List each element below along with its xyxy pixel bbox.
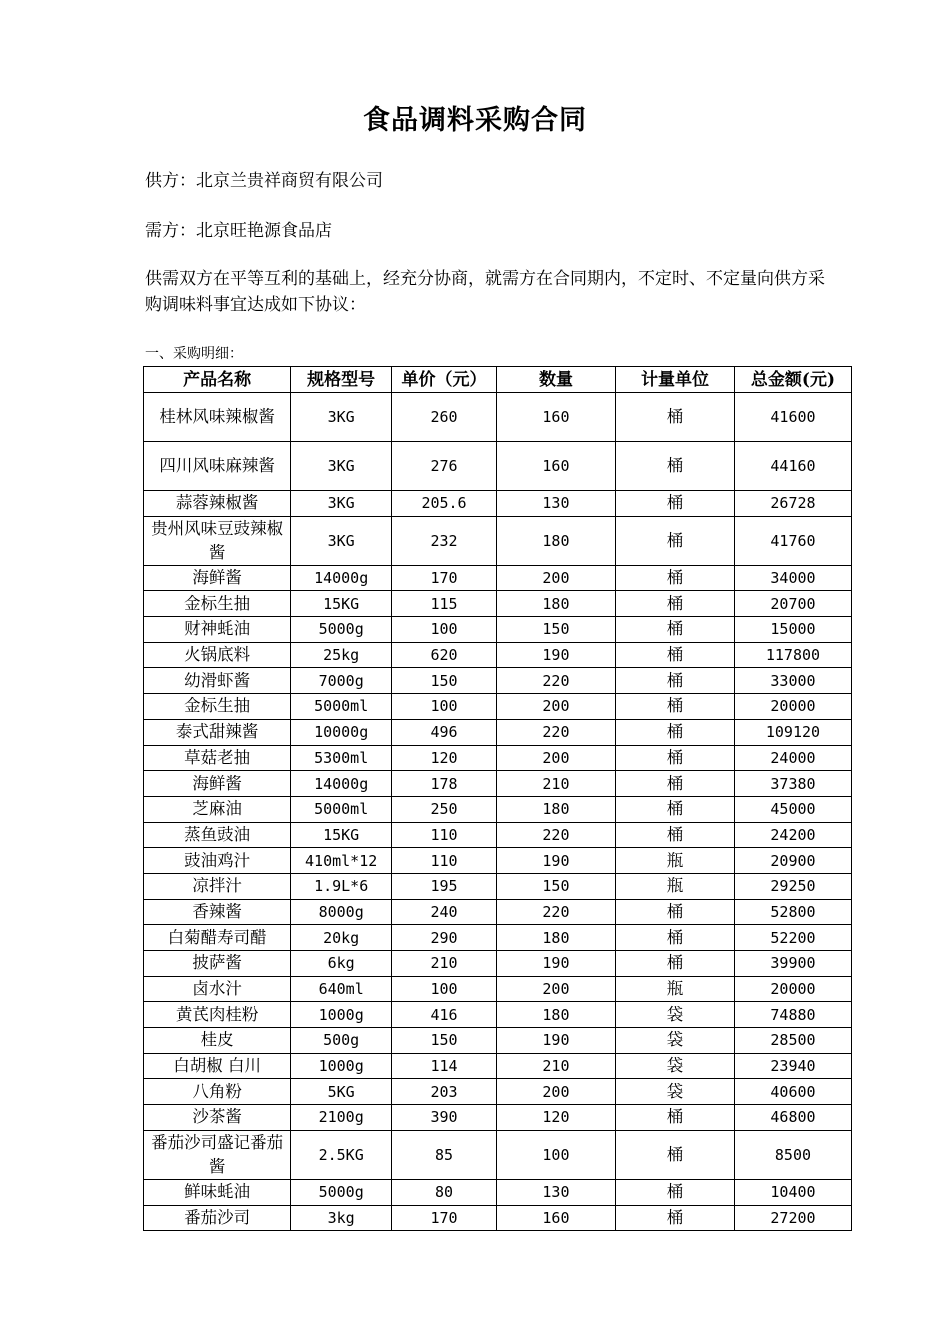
header-measure-unit: 计量单位 <box>615 367 734 393</box>
table-row <box>144 873 852 899</box>
product-name-cell: 番茄沙司 <box>144 1205 291 1231</box>
measure-unit-cell: 瓶 <box>615 873 734 899</box>
measure-unit-cell: 桶 <box>615 745 734 771</box>
table-row <box>144 1028 852 1054</box>
quantity-cell: 130 <box>496 1179 615 1205</box>
spec-cell: 7000g <box>291 668 392 694</box>
table-row <box>144 745 852 771</box>
spec-cell: 3KG <box>291 491 392 517</box>
spec-cell: 5KG <box>291 1079 392 1105</box>
total-amount-cell: 37380 <box>734 771 851 797</box>
section-title: 一、采购明细： <box>145 346 243 362</box>
table-row <box>144 442 852 491</box>
spec-cell: 410ml*12 <box>291 848 392 874</box>
spec-cell: 14000g <box>291 565 392 591</box>
spec-cell: 5000ml <box>291 694 392 720</box>
quantity-cell: 130 <box>496 491 615 517</box>
product-name-cell: 豉油鸡汁 <box>144 848 291 874</box>
spec-cell: 2100g <box>291 1105 392 1131</box>
quantity-cell: 200 <box>496 745 615 771</box>
quantity-cell: 160 <box>496 1205 615 1231</box>
total-amount-cell: 46800 <box>734 1105 851 1131</box>
spec-cell: 25kg <box>291 642 392 668</box>
unit-price-cell: 170 <box>392 565 497 591</box>
header-spec: 规格型号 <box>291 367 392 393</box>
table-row <box>144 565 852 591</box>
product-name-cell: 蒸鱼豉油 <box>144 822 291 848</box>
product-name-cell: 芝麻油 <box>144 796 291 822</box>
measure-unit-cell: 袋 <box>615 1002 734 1028</box>
unit-price-cell: 203 <box>392 1079 497 1105</box>
table-row <box>144 642 852 668</box>
quantity-cell: 160 <box>496 442 615 491</box>
header-total-amount: 总金额(元) <box>734 367 851 393</box>
product-name-cell: 香辣酱 <box>144 899 291 925</box>
total-amount-cell: 52200 <box>734 925 851 951</box>
product-name-cell: 凉拌汁 <box>144 873 291 899</box>
measure-unit-cell: 桶 <box>615 516 734 565</box>
total-amount-cell: 8500 <box>734 1130 851 1179</box>
unit-price-cell: 195 <box>392 873 497 899</box>
quantity-cell: 100 <box>496 1130 615 1179</box>
quantity-cell: 220 <box>496 822 615 848</box>
table-body <box>144 393 852 1231</box>
total-amount-cell: 117800 <box>734 642 851 668</box>
quantity-cell: 150 <box>496 873 615 899</box>
unit-price-cell: 210 <box>392 951 497 977</box>
quantity-cell: 180 <box>496 925 615 951</box>
total-amount-cell: 41760 <box>734 516 851 565</box>
table-row <box>144 393 852 442</box>
spec-cell: 15KG <box>291 822 392 848</box>
product-name-cell: 火锅底料 <box>144 642 291 668</box>
table-row <box>144 976 852 1002</box>
table-row <box>144 1002 852 1028</box>
table-row <box>144 516 852 565</box>
quantity-cell: 200 <box>496 565 615 591</box>
quantity-cell: 210 <box>496 1053 615 1079</box>
table-row <box>144 771 852 797</box>
measure-unit-cell: 桶 <box>615 617 734 643</box>
measure-unit-cell: 桶 <box>615 442 734 491</box>
spec-cell: 1000g <box>291 1053 392 1079</box>
product-name-cell: 鲜味蚝油 <box>144 1179 291 1205</box>
measure-unit-cell: 桶 <box>615 1130 734 1179</box>
product-name-cell: 四川风味麻辣酱 <box>144 442 291 491</box>
quantity-cell: 120 <box>496 1105 615 1131</box>
measure-unit-cell: 桶 <box>615 899 734 925</box>
measure-unit-cell: 桶 <box>615 719 734 745</box>
spec-cell: 3kg <box>291 1205 392 1231</box>
unit-price-cell: 205.6 <box>392 491 497 517</box>
quantity-cell: 180 <box>496 1002 615 1028</box>
measure-unit-cell: 桶 <box>615 796 734 822</box>
quantity-cell: 190 <box>496 1028 615 1054</box>
product-name-cell: 海鲜酱 <box>144 565 291 591</box>
total-amount-cell: 45000 <box>734 796 851 822</box>
product-name-cell: 草菇老抽 <box>144 745 291 771</box>
unit-price-cell: 100 <box>392 694 497 720</box>
spec-cell: 20kg <box>291 925 392 951</box>
total-amount-cell: 40600 <box>734 1079 851 1105</box>
unit-price-cell: 170 <box>392 1205 497 1231</box>
table-row <box>144 1130 852 1179</box>
table-row <box>144 1105 852 1131</box>
spec-cell: 5000ml <box>291 796 392 822</box>
spec-cell: 5000g <box>291 1179 392 1205</box>
product-name-cell: 卤水汁 <box>144 976 291 1002</box>
quantity-cell: 220 <box>496 719 615 745</box>
table-row <box>144 796 852 822</box>
total-amount-cell: 24200 <box>734 822 851 848</box>
unit-price-cell: 114 <box>392 1053 497 1079</box>
measure-unit-cell: 桶 <box>615 565 734 591</box>
product-name-cell: 白胡椒 白川 <box>144 1053 291 1079</box>
spec-cell: 6kg <box>291 951 392 977</box>
agreement-paragraph: 供需双方在平等互利的基础上，经充分协商，就需方在合同期内，不定时、不定量向供方采购调味料事宜达成如下协议： <box>145 269 825 315</box>
product-name-cell: 幼滑虾酱 <box>144 668 291 694</box>
measure-unit-cell: 桶 <box>615 393 734 442</box>
spec-cell: 5300ml <box>291 745 392 771</box>
unit-price-cell: 416 <box>392 1002 497 1028</box>
unit-price-cell: 390 <box>392 1105 497 1131</box>
measure-unit-cell: 桶 <box>615 1179 734 1205</box>
header-quantity: 数量 <box>496 367 615 393</box>
total-amount-cell: 52800 <box>734 899 851 925</box>
total-amount-cell: 41600 <box>734 393 851 442</box>
unit-price-cell: 496 <box>392 719 497 745</box>
measure-unit-cell: 桶 <box>615 642 734 668</box>
spec-cell: 3KG <box>291 442 392 491</box>
total-amount-cell: 15000 <box>734 617 851 643</box>
product-name-cell: 金标生抽 <box>144 591 291 617</box>
unit-price-cell: 276 <box>392 442 497 491</box>
total-amount-cell: 10400 <box>734 1179 851 1205</box>
table-row <box>144 1205 852 1231</box>
measure-unit-cell: 桶 <box>615 951 734 977</box>
measure-unit-cell: 袋 <box>615 1079 734 1105</box>
product-name-cell: 金标生抽 <box>144 694 291 720</box>
quantity-cell: 190 <box>496 642 615 668</box>
total-amount-cell: 20700 <box>734 591 851 617</box>
spec-cell: 1.9L*6 <box>291 873 392 899</box>
table-row <box>144 899 852 925</box>
quantity-cell: 180 <box>496 516 615 565</box>
product-name-cell: 桂林风味辣椒酱 <box>144 393 291 442</box>
spec-cell: 8000g <box>291 899 392 925</box>
table-row <box>144 491 852 517</box>
measure-unit-cell: 桶 <box>615 1205 734 1231</box>
spec-cell: 15KG <box>291 591 392 617</box>
total-amount-cell: 28500 <box>734 1028 851 1054</box>
total-amount-cell: 23940 <box>734 1053 851 1079</box>
total-amount-cell: 26728 <box>734 491 851 517</box>
product-name-cell: 海鲜酱 <box>144 771 291 797</box>
measure-unit-cell: 桶 <box>615 822 734 848</box>
unit-price-cell: 150 <box>392 668 497 694</box>
header-product-name: 产品名称 <box>144 367 291 393</box>
unit-price-cell: 250 <box>392 796 497 822</box>
supplier-line: 供方：北京兰贵祥商贸有限公司 <box>145 171 383 191</box>
unit-price-cell: 240 <box>392 899 497 925</box>
unit-price-cell: 178 <box>392 771 497 797</box>
unit-price-cell: 80 <box>392 1179 497 1205</box>
measure-unit-cell: 桶 <box>615 591 734 617</box>
total-amount-cell: 74880 <box>734 1002 851 1028</box>
total-amount-cell: 20900 <box>734 848 851 874</box>
unit-price-cell: 100 <box>392 617 497 643</box>
table-row <box>144 719 852 745</box>
unit-price-cell: 85 <box>392 1130 497 1179</box>
spec-cell: 14000g <box>291 771 392 797</box>
measure-unit-cell: 袋 <box>615 1028 734 1054</box>
total-amount-cell: 44160 <box>734 442 851 491</box>
table-row <box>144 668 852 694</box>
table-row <box>144 1053 852 1079</box>
quantity-cell: 200 <box>496 1079 615 1105</box>
product-name-cell: 贵州风味豆豉辣椒酱 <box>144 516 291 565</box>
spec-cell: 1000g <box>291 1002 392 1028</box>
measure-unit-cell: 桶 <box>615 668 734 694</box>
unit-price-cell: 110 <box>392 848 497 874</box>
unit-price-cell: 260 <box>392 393 497 442</box>
product-name-cell: 泰式甜辣酱 <box>144 719 291 745</box>
table-row <box>144 925 852 951</box>
total-amount-cell: 109120 <box>734 719 851 745</box>
quantity-cell: 150 <box>496 617 615 643</box>
table-row <box>144 694 852 720</box>
total-amount-cell: 24000 <box>734 745 851 771</box>
measure-unit-cell: 桶 <box>615 1105 734 1131</box>
product-name-cell: 沙茶酱 <box>144 1105 291 1131</box>
unit-price-cell: 290 <box>392 925 497 951</box>
spec-cell: 5000g <box>291 617 392 643</box>
product-name-cell: 披萨酱 <box>144 951 291 977</box>
table-row <box>144 617 852 643</box>
quantity-cell: 200 <box>496 694 615 720</box>
unit-price-cell: 110 <box>392 822 497 848</box>
measure-unit-cell: 桶 <box>615 694 734 720</box>
spec-cell: 640ml <box>291 976 392 1002</box>
buyer-line: 需方：北京旺艳源食品店 <box>145 221 332 241</box>
spec-cell: 3KG <box>291 516 392 565</box>
product-name-cell: 桂皮 <box>144 1028 291 1054</box>
quantity-cell: 200 <box>496 976 615 1002</box>
unit-price-cell: 620 <box>392 642 497 668</box>
spec-cell: 3KG <box>291 393 392 442</box>
product-name-cell: 蒜蓉辣椒酱 <box>144 491 291 517</box>
header-unit-price: 单价（元） <box>392 367 497 393</box>
quantity-cell: 190 <box>496 848 615 874</box>
table-row <box>144 951 852 977</box>
document-title: 食品调料采购合同 <box>363 105 587 136</box>
quantity-cell: 190 <box>496 951 615 977</box>
quantity-cell: 220 <box>496 668 615 694</box>
quantity-cell: 180 <box>496 796 615 822</box>
measure-unit-cell: 袋 <box>615 1053 734 1079</box>
quantity-cell: 180 <box>496 591 615 617</box>
product-name-cell: 白菊醋寿司醋 <box>144 925 291 951</box>
product-name-cell: 番茄沙司盛记番茄酱 <box>144 1130 291 1179</box>
total-amount-cell: 39900 <box>734 951 851 977</box>
measure-unit-cell: 瓶 <box>615 976 734 1002</box>
total-amount-cell: 20000 <box>734 694 851 720</box>
table-row <box>144 1179 852 1205</box>
unit-price-cell: 100 <box>392 976 497 1002</box>
unit-price-cell: 150 <box>392 1028 497 1054</box>
table-row <box>144 591 852 617</box>
measure-unit-cell: 桶 <box>615 925 734 951</box>
product-name-cell: 财神蚝油 <box>144 617 291 643</box>
unit-price-cell: 232 <box>392 516 497 565</box>
purchase-detail-table <box>143 366 852 1231</box>
quantity-cell: 160 <box>496 393 615 442</box>
table-row <box>144 1079 852 1105</box>
quantity-cell: 220 <box>496 899 615 925</box>
unit-price-cell: 115 <box>392 591 497 617</box>
unit-price-cell: 120 <box>392 745 497 771</box>
total-amount-cell: 29250 <box>734 873 851 899</box>
total-amount-cell: 20000 <box>734 976 851 1002</box>
total-amount-cell: 27200 <box>734 1205 851 1231</box>
measure-unit-cell: 桶 <box>615 491 734 517</box>
spec-cell: 500g <box>291 1028 392 1054</box>
quantity-cell: 210 <box>496 771 615 797</box>
spec-cell: 10000g <box>291 719 392 745</box>
product-name-cell: 八角粉 <box>144 1079 291 1105</box>
measure-unit-cell: 瓶 <box>615 848 734 874</box>
product-name-cell: 黄芪肉桂粉 <box>144 1002 291 1028</box>
table-header-row <box>144 367 852 393</box>
total-amount-cell: 33000 <box>734 668 851 694</box>
total-amount-cell: 34000 <box>734 565 851 591</box>
table-row <box>144 848 852 874</box>
measure-unit-cell: 桶 <box>615 771 734 797</box>
spec-cell: 2.5KG <box>291 1130 392 1179</box>
table-row <box>144 822 852 848</box>
